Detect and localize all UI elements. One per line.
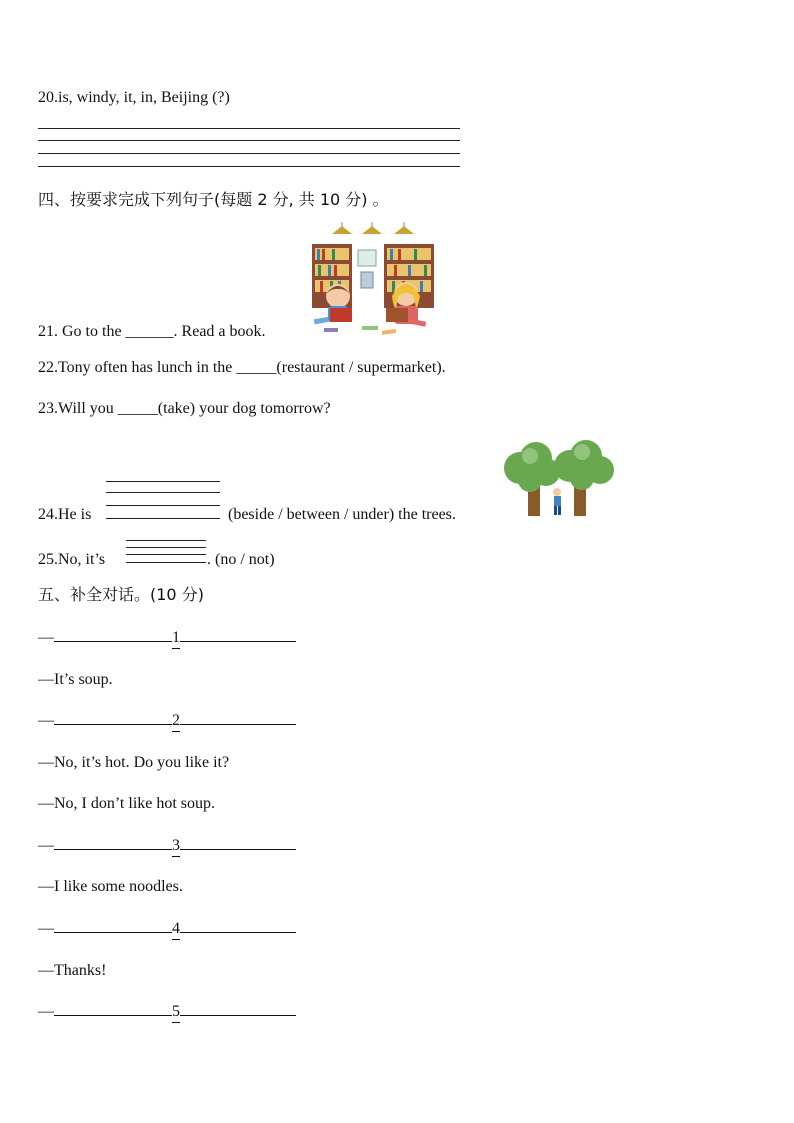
section-5-heading: 五、补全对话。(10 分) bbox=[38, 585, 204, 604]
answer-blank[interactable]: _____ bbox=[236, 359, 277, 376]
question-22 bbox=[38, 358, 446, 378]
answer-line[interactable] bbox=[126, 547, 206, 548]
answer-line[interactable] bbox=[126, 540, 206, 541]
question-text: (restaurant / supermarket). bbox=[276, 359, 446, 376]
question-24-options: (beside / between / under) the trees. bbox=[228, 506, 456, 523]
dialogue-blank-1[interactable]: — 1 bbox=[38, 628, 296, 649]
answer-blank[interactable]: _____ bbox=[117, 400, 158, 417]
dialogue-blank-5[interactable]: — 5 bbox=[38, 1002, 296, 1023]
library-reading-kids-illustration bbox=[308, 222, 440, 340]
answer-line[interactable] bbox=[106, 492, 220, 493]
question-number: 23. bbox=[38, 400, 58, 417]
answer-line[interactable] bbox=[106, 518, 220, 519]
dialogue-line: —It’s soup. bbox=[38, 671, 113, 688]
question-text: . Go to the bbox=[54, 323, 126, 340]
two-trees-boy-illustration bbox=[500, 440, 616, 520]
question-23 bbox=[38, 399, 331, 419]
dialogue-line: —Thanks! bbox=[38, 962, 107, 979]
answer-line[interactable] bbox=[38, 140, 460, 141]
answer-line[interactable] bbox=[126, 554, 206, 555]
section-4-heading: 四、按要求完成下列句子(每题 2 分, 共 10 分) 。 bbox=[38, 190, 389, 209]
question-25 bbox=[38, 550, 105, 570]
answer-line[interactable] bbox=[106, 481, 220, 482]
question-21 bbox=[38, 322, 266, 342]
dialogue-blank-2[interactable]: — 2 bbox=[38, 711, 296, 732]
question-number: 22. bbox=[38, 359, 58, 376]
question-text: He is bbox=[58, 506, 92, 523]
answer-blank[interactable]: ______ bbox=[125, 323, 174, 340]
dialogue-line: —No, I don’t like hot soup. bbox=[38, 795, 216, 812]
dialogue-line: —No, it’s hot. Do you like it? bbox=[38, 754, 230, 771]
dialogue-blank-4[interactable]: — 4 bbox=[38, 919, 296, 940]
question-24 bbox=[38, 505, 91, 525]
question-text: Tony often has lunch in the bbox=[58, 359, 237, 376]
dialogue-line: —I like some noodles. bbox=[38, 878, 183, 895]
question-number: 24. bbox=[38, 506, 58, 523]
answer-line[interactable] bbox=[38, 153, 460, 154]
question-number: 25. bbox=[38, 551, 58, 568]
answer-line[interactable] bbox=[126, 562, 206, 563]
dialogue-blank-3[interactable]: — 3 bbox=[38, 836, 296, 857]
question-text: (take) your dog tomorrow? bbox=[157, 400, 331, 417]
question-text: . Read a book. bbox=[173, 323, 266, 340]
answer-line[interactable] bbox=[106, 505, 220, 506]
question-number: 21 bbox=[38, 323, 54, 340]
question-20: 20.is, windy, it, in, Beijing (?) bbox=[38, 89, 230, 106]
question-text: No, it’s bbox=[58, 551, 106, 568]
question-text: Will you bbox=[58, 400, 118, 417]
answer-line[interactable] bbox=[38, 128, 460, 129]
answer-line[interactable] bbox=[38, 166, 460, 167]
question-25-options: . (no / not) bbox=[207, 551, 275, 568]
